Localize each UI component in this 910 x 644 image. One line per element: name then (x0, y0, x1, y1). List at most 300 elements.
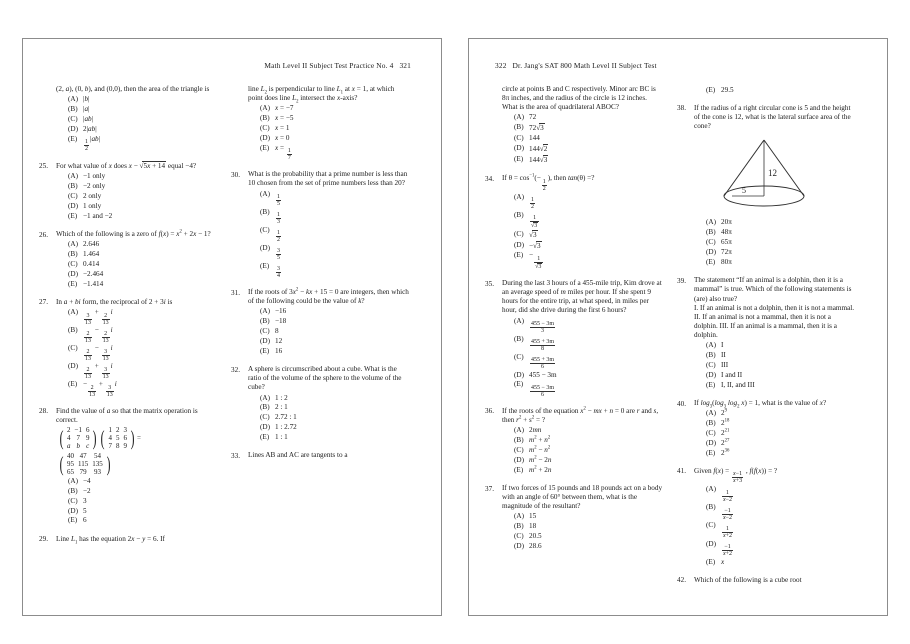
choice-label: (B) (260, 403, 270, 412)
choice-item[interactable] (68, 212, 217, 221)
choice-item[interactable] (68, 477, 217, 486)
choice-item[interactable] (706, 409, 855, 418)
choice-label: (E) (68, 380, 78, 389)
choice-item[interactable] (514, 371, 663, 380)
choice-value: −1 and −2 (83, 211, 113, 220)
choice-label: (B) (706, 503, 716, 512)
choice-label: (B) (68, 105, 78, 113)
choice-value: $\frac{1}{√3}$ (531, 215, 538, 230)
matrix-cell: 9 (85, 434, 90, 443)
question-number: 37. (485, 484, 494, 493)
choice-item[interactable] (260, 104, 409, 113)
choice-value: −1 only (83, 172, 106, 181)
choice-item[interactable] (706, 540, 855, 558)
choice-label: (B) (514, 522, 524, 531)
question (485, 174, 663, 270)
question-body (694, 399, 855, 458)
choice-item[interactable] (68, 487, 217, 496)
question-number: 30. (231, 170, 240, 179)
choice-value: 72√3 (529, 124, 544, 133)
choice-item[interactable] (68, 260, 217, 269)
choice-value: 0.414 (83, 259, 100, 268)
choice-item[interactable] (68, 250, 217, 259)
question (231, 288, 409, 356)
choice-item[interactable] (706, 218, 855, 227)
question-text: What is the probability that a prime number is less than 10 chosen from the set of prime numbers less than 20? (248, 170, 408, 188)
choice-item[interactable] (68, 125, 217, 134)
choice-item[interactable] (68, 135, 217, 153)
choice-item[interactable] (706, 258, 855, 267)
question (39, 230, 217, 289)
question (39, 535, 217, 545)
choice-label: (B) (260, 317, 270, 326)
question-body (694, 467, 855, 567)
question-text: During the last 3 hours of a 455-mile trip, Kim drove at an average speed of m miles per hour. If she spent 9 hours for the entire trip, at what speed, in miles per hour, did she drive during the first 6 hours? (502, 279, 662, 315)
question-text: (2, a), (0, b), and (0,0), then the area of the triangle is (56, 85, 210, 93)
choice-label: (A) (68, 172, 78, 181)
choice-label: (C) (68, 114, 78, 123)
choice-item[interactable] (260, 327, 409, 336)
question-number: 35. (485, 279, 494, 288)
question-number: 27. (39, 298, 48, 307)
left-page-columns (23, 85, 441, 554)
question-body (502, 484, 663, 551)
choice-item[interactable] (706, 419, 855, 428)
choice-item[interactable] (260, 433, 409, 442)
choice-value: √3 (529, 230, 537, 239)
choice-item[interactable] (514, 251, 663, 270)
matrix-row (65, 434, 91, 442)
question-body (694, 104, 855, 267)
choice-item[interactable] (514, 446, 663, 455)
choice-item[interactable] (514, 134, 663, 143)
matrix-row (65, 452, 105, 460)
matrix-table (65, 452, 105, 477)
choice-value: 8 (275, 327, 279, 336)
matrix-cell: 2 (115, 425, 120, 434)
choice-label: (B) (68, 182, 78, 191)
question (39, 85, 217, 152)
choice-value: $\frac{455 - 3m}{3}$ (531, 321, 555, 335)
choice-list (248, 394, 409, 443)
choice-item[interactable] (260, 307, 409, 316)
choice-value: $2^{27}$ (721, 438, 730, 447)
matrix-cell: 3 (123, 425, 127, 434)
question-number: 40. (677, 399, 686, 408)
choice-value: −2 only (83, 182, 106, 191)
choice-item[interactable] (68, 172, 217, 181)
choice-label: (A) (68, 95, 78, 104)
choice-item[interactable] (68, 362, 217, 380)
choice-label: (A) (514, 113, 524, 122)
choice-item[interactable] (514, 317, 663, 335)
choice-item[interactable] (706, 449, 855, 458)
choice-label: (C) (706, 428, 716, 437)
choice-item[interactable] (706, 238, 855, 247)
choice-value: −16 (275, 307, 287, 316)
choice-item[interactable] (68, 270, 217, 279)
question-text: If the radius of a right circular cone is 5 and the height of the cone is 12, what is the lateral surface area of the cone? (694, 103, 851, 131)
choice-item[interactable] (706, 86, 855, 95)
choice-item[interactable] (68, 516, 217, 525)
question-number: 28. (39, 407, 48, 416)
question-number: 29. (39, 535, 48, 544)
choice-label: (E) (260, 346, 270, 355)
choice-item[interactable] (514, 113, 663, 122)
matrix-table (106, 426, 129, 451)
choice-list (248, 190, 409, 280)
choice-value: −2 (83, 486, 91, 495)
choice-item[interactable] (260, 262, 409, 280)
matrix-cell: 115 (78, 459, 89, 468)
question-text: Given f(x) = $\frac{x-1}{x+3}$ , f(f(x)) = ? (694, 466, 778, 485)
left-page (22, 38, 442, 616)
right-page (468, 38, 888, 616)
choice-label: (C) (706, 238, 716, 247)
matrix-cell: c (86, 442, 90, 451)
question-number: 36. (485, 407, 494, 416)
choice-label: (A) (514, 192, 524, 201)
choice-label: (A) (260, 189, 270, 198)
choice-value: 2.72 : 1 (275, 413, 297, 422)
choice-item[interactable] (260, 208, 409, 226)
right-page-columns (469, 85, 887, 595)
choice-label: (B) (514, 334, 524, 343)
choice-label: (B) (706, 351, 716, 360)
choice-value: $\frac{1}{3}$ (277, 212, 280, 226)
choice-value: − $\frac{1}{√3}$ (529, 251, 542, 270)
choice-item[interactable] (706, 439, 855, 448)
choice-label: (B) (260, 207, 270, 216)
choice-item[interactable] (514, 532, 663, 541)
choice-item[interactable] (514, 466, 663, 475)
choice-value: 1.464 (83, 250, 100, 259)
choice-item[interactable] (514, 512, 663, 521)
choice-label: (D) (514, 542, 524, 551)
choice-value: 20π (721, 218, 732, 227)
choice-label: (C) (260, 413, 270, 422)
choice-value: x (721, 557, 725, 566)
question-text: Line $L_1$ has the equation 2x − y = 6. If (56, 534, 165, 546)
choice-value: $\frac{-1}{x-2}$ (723, 507, 733, 521)
choice-value: 1 : 2.72 (275, 423, 297, 432)
choice-value: x = $\frac{1}{7}$ (275, 143, 291, 162)
matrix-table (65, 426, 91, 451)
choice-value: x = −7 (275, 104, 294, 113)
choice-label: (D) (514, 370, 524, 379)
matrix-cell: 4 (108, 434, 112, 443)
choice-label: (D) (68, 269, 78, 278)
question-number (39, 85, 56, 152)
matrix-cell: 2 (67, 425, 71, 434)
choice-item[interactable] (706, 503, 855, 521)
choice-label: (C) (68, 344, 78, 353)
choice-item[interactable] (260, 114, 409, 123)
choice-item[interactable] (260, 134, 409, 143)
choice-label: (C) (514, 229, 524, 238)
choice-label: (E) (706, 557, 716, 566)
equals-sign: = (136, 433, 141, 442)
choice-value: 2.646 (83, 240, 100, 249)
choice-item[interactable] (706, 521, 855, 539)
matrix (58, 452, 112, 477)
choice-value: $\frac{1}{5}$ (277, 194, 280, 208)
choice-label: (A) (68, 308, 78, 317)
choice-item[interactable] (260, 347, 409, 356)
choice-value: 2|ab| (83, 124, 97, 133)
choice-item[interactable] (706, 361, 855, 370)
choice-value: II (721, 351, 726, 360)
choice-label: (E) (706, 448, 716, 457)
choice-item[interactable] (68, 344, 217, 362)
choice-item[interactable] (260, 317, 409, 326)
matrix-cell: 79 (79, 468, 87, 477)
choice-value: −4 (83, 476, 91, 485)
choice-label: (D) (706, 539, 716, 548)
choice-value: x = 0 (275, 133, 290, 142)
choice-value: I and II (721, 370, 743, 379)
choice-label: (B) (68, 486, 78, 495)
choice-value: $m^2 - n^2$ (529, 445, 551, 454)
matrix-left-paren: ( (101, 426, 105, 451)
matrix-cell: 65 (67, 468, 74, 477)
question-number (677, 85, 694, 95)
matrix-cell: 9 (123, 442, 127, 451)
choice-label: (E) (68, 516, 78, 525)
question-body (56, 407, 217, 526)
left-page-number: 321 (399, 61, 411, 70)
choice-value: $\frac{3}{5}$ (277, 248, 280, 262)
question-body (56, 161, 217, 221)
choice-label: (E) (68, 134, 78, 143)
question-text: If $\log_3(\log_3$ $\log_2 x) = 1$, what is the value of x? (694, 399, 827, 410)
question-text: A sphere is circumscribed about a cube. What is the ratio of the volume of the sphere to the volume of the cube? (248, 365, 402, 392)
choice-item[interactable] (68, 308, 217, 326)
choice-item[interactable] (68, 326, 217, 344)
choice-item[interactable] (706, 558, 855, 567)
choice-label: (E) (260, 261, 270, 270)
choice-label: (C) (68, 191, 78, 200)
choice-item[interactable] (706, 341, 855, 350)
choice-value: $\frac{455 + 3m}{6}$ (531, 357, 555, 371)
left-page-header (23, 61, 441, 75)
choice-value: $2^{36}$ (721, 448, 730, 457)
matrix-cell: 95 (67, 459, 74, 468)
choice-label: (A) (706, 218, 716, 227)
choice-item[interactable] (706, 248, 855, 257)
choice-item[interactable] (68, 380, 217, 398)
choice-item[interactable] (260, 394, 409, 403)
choice-value: 2 : 1 (275, 403, 288, 412)
choice-item[interactable] (68, 192, 217, 201)
choice-item[interactable] (68, 182, 217, 191)
choice-item[interactable] (514, 155, 663, 165)
choice-value: $\frac{2}{13}$ − $\frac{3}{13}$ i (85, 344, 113, 362)
choice-item[interactable] (260, 144, 409, 162)
choice-list (502, 512, 663, 551)
choice-value: 144 (529, 134, 540, 143)
choice-item[interactable] (514, 436, 663, 445)
matrix-cell: 7 (76, 434, 80, 443)
choice-item[interactable] (68, 497, 217, 506)
choice-item[interactable] (514, 211, 663, 230)
choice-label: (E) (514, 465, 524, 474)
choice-list (56, 240, 217, 289)
choice-label: (C) (514, 134, 524, 143)
choice-item[interactable] (706, 228, 855, 237)
choice-item[interactable] (706, 485, 855, 503)
choice-value: $\frac{2}{13}$ + $\frac{3}{13}$ i (85, 362, 113, 380)
choice-label: (E) (68, 211, 78, 220)
matrix-cell: 6 (123, 434, 127, 443)
choice-item[interactable] (514, 241, 663, 251)
choice-item[interactable] (68, 240, 217, 249)
question-text: In a + bi form, the reciprocal of 2 + 3i is (56, 297, 173, 306)
question-body (248, 451, 409, 461)
choice-item[interactable] (706, 351, 855, 360)
choice-value: 72π (721, 248, 732, 256)
choice-list (502, 113, 663, 165)
choice-item[interactable] (260, 337, 409, 346)
question-number (485, 85, 502, 165)
question-body (694, 85, 855, 95)
choice-item[interactable] (514, 353, 663, 371)
question-number: 32. (231, 365, 240, 374)
choice-value: $\frac{3}{4}$ (277, 266, 280, 280)
choice-label: (C) (514, 445, 524, 454)
choice-label: (E) (706, 85, 716, 94)
matrix-result (58, 452, 217, 477)
choice-label: (A) (514, 316, 524, 325)
matrix-cell: a (67, 442, 71, 451)
choice-item[interactable] (260, 244, 409, 262)
choice-item[interactable] (514, 456, 663, 465)
choice-item[interactable] (260, 190, 409, 208)
matrix-cell: 135 (92, 459, 103, 468)
choice-value: $m^2 + n^2$ (529, 435, 551, 445)
question (231, 85, 409, 161)
choice-list (56, 172, 217, 221)
question (485, 407, 663, 475)
choice-label: (B) (514, 210, 524, 219)
question-body (248, 170, 409, 279)
choice-item[interactable] (260, 124, 409, 133)
choice-list (694, 409, 855, 458)
question-text: The statement “If an animal is a dolphin, then it is a mammal” is true. Which of the following statements is (are) also true? I. If an animal is not a dolphin, then it is not a mammal. II. If an animal is not a mammal, then it is not a dolphin. III. If an animal is a mammal, then it is a dolphin. (694, 276, 855, 340)
question-body (248, 365, 409, 442)
choice-item[interactable] (514, 522, 663, 531)
choice-value: 65π (721, 238, 732, 247)
choice-item[interactable] (514, 335, 663, 353)
question-number: 26. (39, 230, 48, 239)
question (677, 467, 855, 567)
question (39, 161, 217, 221)
choice-label: (C) (68, 496, 78, 505)
question-body (694, 276, 855, 390)
choice-item[interactable] (260, 403, 409, 412)
matrix-row (65, 426, 91, 434)
left-header-title: Math Level II Subject Test Practice No. 4 (264, 61, 394, 70)
choice-item[interactable] (68, 280, 217, 289)
choice-value: 1 : 1 (275, 433, 288, 442)
choice-label: (B) (514, 436, 524, 445)
choice-label: (B) (514, 123, 524, 132)
choice-label: (D) (514, 144, 524, 152)
question-body (56, 535, 217, 545)
choice-value: $\frac{2}{13}$ − $\frac{2}{13}$ i (85, 326, 113, 344)
matrix-cell: 40 (67, 451, 74, 460)
choice-label: (A) (68, 476, 78, 485)
choice-item[interactable] (68, 95, 217, 104)
question-number: 33. (231, 451, 240, 460)
choice-item[interactable] (514, 123, 663, 133)
choice-item[interactable] (260, 226, 409, 244)
choice-item[interactable] (260, 423, 409, 432)
choice-item[interactable] (514, 426, 663, 435)
choice-label: (A) (260, 104, 270, 113)
choice-item[interactable] (514, 144, 663, 154)
question-text: Which of the following is a cube root (694, 575, 802, 584)
choice-value: 15 (529, 512, 537, 521)
choice-value: $\frac{3}{13}$ + $\frac{2}{13}$ i (85, 308, 113, 326)
question (231, 365, 409, 442)
matrix-expression (58, 426, 217, 451)
choice-item[interactable] (260, 413, 409, 422)
question-text: If the roots of the equation $x^2$ − mx + n = 0 are r and s, then $r^2 + s^2$ = ? (502, 406, 659, 425)
matrix-row (65, 460, 105, 468)
matrix-right-paren: ) (130, 426, 135, 451)
choice-value: $\frac{1}{x-2}$ (723, 489, 733, 503)
choice-item[interactable] (706, 381, 855, 390)
choice-label: (D) (514, 240, 524, 249)
choice-item[interactable] (514, 230, 663, 240)
choice-value: x = 1 (275, 124, 290, 132)
choice-value: $m^2 - 2n$ (529, 455, 552, 464)
matrix (58, 426, 98, 451)
choice-item[interactable] (68, 115, 217, 124)
choice-item[interactable] (514, 193, 663, 211)
choice-value: −2.464 (83, 269, 104, 278)
choice-label: (A) (514, 512, 524, 521)
choice-item[interactable] (514, 542, 663, 551)
question-body (502, 174, 663, 270)
question-body (56, 230, 217, 289)
choice-label: (C) (260, 124, 270, 132)
cone-svg (708, 134, 820, 212)
choice-item[interactable] (68, 105, 217, 114)
choice-value: I (721, 341, 724, 350)
choice-value: − $\frac{2}{13}$ + $\frac{3}{13}$ i (83, 380, 117, 398)
choice-label: (E) (514, 251, 524, 260)
choice-label: (A) (706, 485, 716, 494)
choice-item[interactable] (514, 380, 663, 398)
choice-item[interactable] (706, 429, 855, 438)
choice-label: (C) (68, 259, 78, 268)
matrix (99, 426, 136, 451)
choice-value: 29.5 (721, 85, 734, 94)
choice-item[interactable] (706, 371, 855, 380)
choice-label: (D) (706, 438, 716, 447)
question-text: If two forces of 15 pounds and 18 pounds act on a body with an angle of 60° between them, what is the magnitude of the resultant? (502, 484, 663, 511)
question (677, 576, 855, 586)
choice-label: (D) (68, 201, 78, 210)
choice-value: −18 (275, 317, 287, 326)
choice-item[interactable] (68, 507, 217, 516)
choice-value: I, II, and III (721, 380, 755, 389)
choice-item[interactable] (68, 202, 217, 211)
choice-label: (B) (68, 326, 78, 335)
choice-value: $2^{18}$ (721, 418, 730, 427)
